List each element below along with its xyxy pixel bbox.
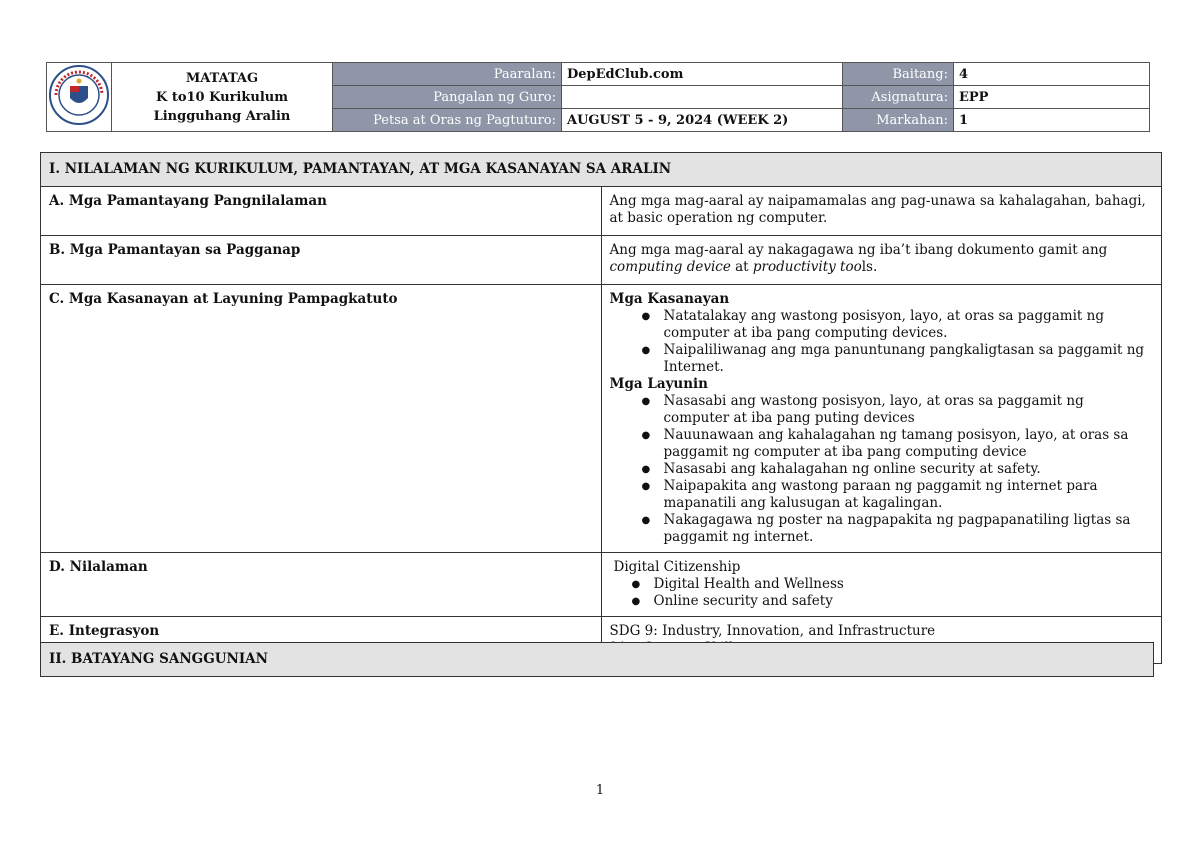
row-a-text: Ang mga mag-aaral ay naipamamalas ang pag-unawa sa kahalagahan, bahagi, at basic operation ng computer. — [601, 187, 1162, 236]
quarter-value: 1 — [954, 109, 1150, 132]
layunin-list — [610, 393, 1154, 546]
list-item: ● Nakagagawa ng poster na nagpapakita ng pagpapanatiling ligtas sa paggamit ng internet. — [664, 512, 1154, 546]
date-value: AUGUST 5 - 9, 2024 (WEEK 2) — [562, 109, 843, 132]
row-content — [41, 553, 1162, 617]
title-line-2: K to10 Kurikulum — [156, 89, 288, 105]
subject-value: EPP — [954, 86, 1150, 109]
teacher-value — [562, 86, 843, 109]
row-d-key: D. Nilalaman — [49, 559, 148, 575]
kasanayan-list — [610, 308, 1154, 376]
list-item: ● Naipapakita ang wastong paraan ng paggamit ng internet para mapanatili ang kalusugan at kagalingan. — [664, 478, 1154, 512]
seal-icon — [48, 64, 110, 126]
grade-value: 4 — [954, 63, 1150, 86]
subject-label: Asignatura: — [843, 86, 954, 109]
section-curriculum — [40, 152, 1162, 664]
layunin-title: Mga Layunin — [609, 376, 708, 392]
deped-seal-logo — [47, 63, 112, 132]
quarter-label: Markahan: — [843, 109, 954, 132]
integration-line-1: SDG 9: Industry, Innovation, and Infrastructure — [609, 623, 936, 639]
school-value: DepEdClub.com — [562, 63, 843, 86]
list-item: ● Nasasabi ang wastong posisyon, layo, at oras sa paggamit ng computer at iba pang puting devices — [664, 393, 1154, 427]
document-title — [112, 63, 333, 132]
row-d-content — [601, 553, 1162, 617]
grade-label: Baitang: — [843, 63, 954, 86]
page-number: 1 — [595, 783, 605, 798]
nilalaman-list — [610, 576, 1154, 610]
school-label: Paaralan: — [333, 63, 562, 86]
date-label: Petsa at Oras ng Pagtuturo: — [333, 109, 562, 132]
section1-heading: I. NILALAMAN NG KURIKULUM, PAMANTAYAN, AT MGA KASANAYAN SA ARALIN — [41, 153, 1162, 187]
title-line-1: MATATAG — [185, 70, 259, 86]
teacher-label: Pangalan ng Guro: — [333, 86, 562, 109]
row-competencies — [41, 285, 1162, 553]
row-a-key: A. Mga Pamantayang Pangnilalaman — [49, 193, 327, 209]
row-content-standards — [41, 187, 1162, 236]
lesson-header — [46, 62, 1150, 130]
list-item: ● Nauunawaan ang kahalagahan ng tamang posisyon, layo, at oras sa paggamit ng computer at iba pang computing device — [664, 427, 1154, 461]
kasanayan-title: Mga Kasanayan — [609, 291, 730, 307]
list-item: ● Online security and safety — [654, 593, 1154, 610]
nilalaman-title: Digital Citizenship — [613, 559, 741, 575]
list-item: ● Naipaliliwanag ang mga panuntunang pangkaligtasan sa paggamit ng Internet. — [664, 342, 1154, 376]
title-line-3: Lingguhang Aralin — [153, 108, 291, 124]
section-references — [40, 642, 1154, 677]
row-e-key: E. Integrasyon — [49, 623, 160, 639]
row-performance-standards — [41, 236, 1162, 285]
row-c-key: C. Mga Kasanayan at Layuning Pampagkatuto — [49, 291, 398, 307]
section2-heading: II. BATAYANG SANGGUNIAN — [41, 643, 1154, 677]
row-c-content — [601, 285, 1162, 553]
row-b-text: Ang mga mag-aaral ay nakagagawa ng iba’t ibang dokumento gamit ang computing device at productivity tools. — [601, 236, 1162, 285]
list-item: ● Digital Health and Wellness — [654, 576, 1154, 593]
row-b-key: B. Mga Pamantayan sa Pagganap — [49, 242, 301, 258]
list-item: ● Natatalakay ang wastong posisyon, layo, at oras sa paggamit ng computer at iba pang computing devices. — [664, 308, 1154, 342]
list-item: ● Nasasabi ang kahalagahan ng online security at safety. — [664, 461, 1154, 478]
